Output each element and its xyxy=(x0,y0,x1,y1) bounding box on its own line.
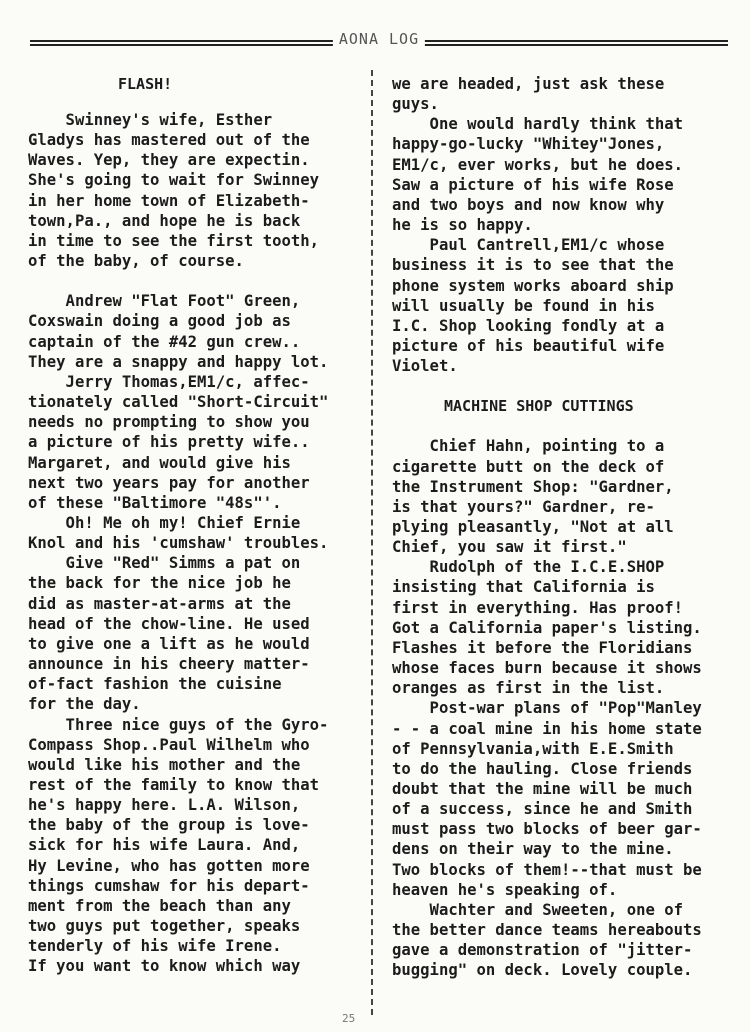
paragraph-swinney: Swinney's wife, Esther Gladys has mastered out of the Waves. Yep, they are expectin. She's going to wait for Swinney in her home town of Elizabeth- town,Pa., and hope he is back in time to see the first tooth, of the baby, of course. xyxy=(28,111,320,271)
right-column xyxy=(392,74,742,981)
paragraph-crew-notes: Andrew "Flat Foot" Green, Coxswain doing a good job as captain of the #42 gun crew.. They are a snappy and happy lot. Jerry Thomas,EM1/c, affec- tionately called "Short-Circuit" needs no prompting to show you a picture of his pretty wife.. Margaret, and would give his next two years pay for another of these "Baltimore "48s"'. Oh! Me oh my! Chief Ernie Knol and his 'cumshaw' troubles. Give "Red" Simms a pat on the back for the nice job he did as master-at-arms at the head of the chow-line. He used to give one a lift as he would announce in his cheery matter- of-fact fashion the cuisine for the day. Three nice guys of the Gyro- Compass Shop..Paul Wilhelm who would like his mother and the rest of the family to know that he's happy here. L.A. Wilson, the baby of the group is love- sick for his wife Laura. And, Hy Levine, who has gotten more things cumshaw for his depart- ment from the beach than any two guys put together, speaks tenderly of his wife Irene. If you want to know which way xyxy=(28,292,329,976)
flash-heading: FLASH! xyxy=(118,75,173,93)
paragraph-continuation: we are headed, just ask these guys. xyxy=(392,75,665,114)
page-number: 25 xyxy=(342,1012,356,1025)
header-title: AONA LOG xyxy=(333,30,425,48)
paragraph-machine-shop: Chief Hahn, pointing to a cigarette butt on the deck of the Instrument Shop: "Gardner, is that yours?" Gardner, re- plying pleasantly, "Not at all Chief, you saw it first." Rudolph of the I.C.E.SHOP insisting that California is first in everything. Has proof! Got a California paper's listing. Flashes it before the Floridians whose faces burn because it shows oranges as first in the list. Post-war plans of "Pop"Manley - - a coal mine in his home state of Pennsylvania,with E.E.Smith to do the hauling. Close friends doubt that the mine will be much of a success, since he and Smith must pass two blocks of beer gar- dens on their way to the mine. Two blocks of them!--that must be heaven he's speaking of. Wachter and Sweeten, one of the better dance teams hereabouts gave a demonstration of "jitter- bugging" on deck. Lovely couple. xyxy=(392,437,702,980)
page-header xyxy=(30,28,728,56)
paragraph-ic-shop: One would hardly think that happy-go-lucky "Whitey"Jones, EM1/c, ever works, but he does. Saw a picture of his wife Rose and two boys and now know why he is so happy. Paul Cantrell,EM1/c whose business it is to see that the phone system works aboard ship will usually be found in his I.C. Shop looking fondly at a picture of his beautiful wife Violet. xyxy=(392,115,684,376)
machine-shop-heading: MACHINE SHOP CUTTINGS xyxy=(444,397,634,416)
left-column xyxy=(28,74,378,977)
